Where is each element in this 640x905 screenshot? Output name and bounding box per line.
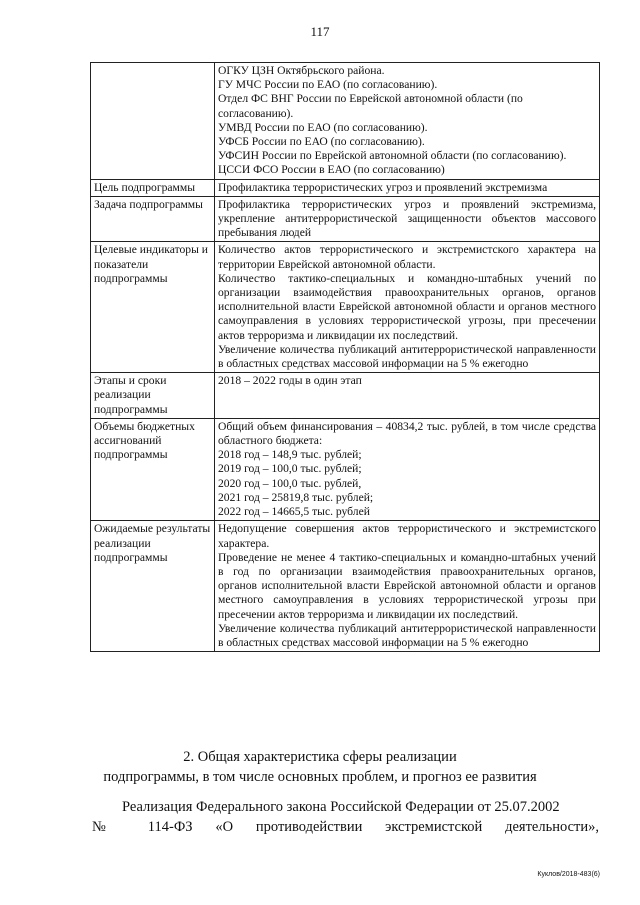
row-label: Цель подпрограммы	[91, 179, 215, 196]
value-line: ОГКУ ЦЗН Октябрьского района.	[218, 64, 385, 77]
row-value	[215, 63, 600, 180]
value-line: Увеличение количества публикаций антитеррористической направленности в областных средствах массовой информации на 5 % ежегодно	[218, 342, 596, 371]
table-row	[91, 242, 600, 373]
row-value	[215, 196, 600, 242]
value-line: Недопущение совершения актов террористического и экстремистского характера.	[218, 522, 596, 550]
table-row	[91, 418, 600, 520]
body-paragraph	[92, 797, 599, 837]
section-heading	[60, 747, 580, 787]
row-label: Этапы и сроки реализации подпрограммы	[91, 373, 215, 419]
table-row	[91, 373, 600, 419]
value-line: Количество актов террористического и экстремистского характера на территории Еврейской автономной области.	[218, 243, 596, 271]
value-line: Проведение не менее 4 тактико-специальных и командно-штабных учений в год по организации взаимодействия правоохранительных органов, органов исполнительной власти Еврейской автономной области и органов местного самоуправления в условиях террористической угрозы при пресечении актов терроризма и ликвидации их последствий.	[218, 550, 596, 621]
row-value	[215, 179, 600, 196]
row-label: Целевые индикаторы и показатели подпрограммы	[91, 242, 215, 373]
value-line: 2021 год – 25819,8 тыс. рублей;	[218, 490, 374, 504]
value-line: УФСБ России по ЕАО (по согласованию).	[218, 135, 425, 149]
body-line: Реализация Федерального закона Российской Федерации от 25.07.2002	[122, 799, 560, 815]
row-label: Ожидаемые результаты реализации подпрограммы	[91, 521, 215, 652]
table-row	[91, 196, 600, 242]
value-line: ГУ МЧС России по ЕАО (по согласованию).	[218, 78, 438, 92]
section-heading-line: подпрограммы, в том числе основных проблем, и прогноз ее развития	[103, 769, 537, 785]
row-value	[215, 418, 600, 520]
row-value	[215, 242, 600, 373]
body-line: № 114-ФЗ «О противодействии экстремистской деятельности»,	[92, 819, 599, 835]
page-number: 117	[310, 24, 330, 39]
value-line: УМВД России по ЕАО (по согласованию).	[218, 120, 428, 134]
value-line: Количество тактико-специальных и командно-штабных учений по организации взаимодействия правоохранительных органов, органов исполнительной власти Еврейской автономной области и органов местного самоуправления в условиях террористической угрозы, при пресечении актов терроризма и ликвидации их последствий.	[218, 271, 596, 342]
value-line: Профилактика террористических угроз и проявлений экстремизма	[218, 180, 548, 194]
section-heading-line: 2. Общая характеристика сферы реализации	[183, 749, 457, 765]
table-row	[91, 521, 600, 652]
document-code: Куклов/2018-483(6)	[537, 871, 600, 878]
value-line: Профилактика террористических угроз и проявлений экстремизма, укрепление антитеррористической защищенности объектов массового пребывания людей	[218, 197, 596, 240]
value-line: 2018 год – 148,9 тыс. рублей;	[218, 448, 362, 462]
table-row	[91, 179, 600, 196]
value-line: УФСИН России по Еврейской автономной области (по согласованию).	[218, 149, 567, 163]
value-line: Общий объем финансирования – 40834,2 тыс. рублей, в том числе средства областного бюджета:	[218, 419, 596, 448]
row-value	[215, 373, 600, 419]
subprogram-passport-table	[90, 62, 600, 652]
row-label: Задача подпрограммы	[91, 196, 215, 242]
value-line: 2020 год – 100,0 тыс. рублей,	[218, 476, 362, 490]
value-line: 2022 год – 14665,5 тыс. рублей	[218, 505, 370, 519]
row-value	[215, 521, 600, 652]
value-line: 2019 год – 100,0 тыс. рублей;	[218, 462, 362, 476]
value-line: Увеличение количества публикаций антитеррористической направленности в областных средствах массовой информации на 5 % ежегодно	[218, 621, 596, 649]
value-line: ЦССИ ФСО России в ЕАО (по согласованию)	[218, 163, 445, 177]
row-label	[91, 63, 215, 180]
row-label: Объемы бюджетных ассигнований подпрограммы	[91, 418, 215, 520]
table-row	[91, 63, 600, 180]
value-line: Отдел ФС ВНГ России по Еврейской автономной области (по согласованию).	[218, 92, 523, 120]
value-line: 2018 – 2022 годы в один этап	[218, 374, 362, 388]
